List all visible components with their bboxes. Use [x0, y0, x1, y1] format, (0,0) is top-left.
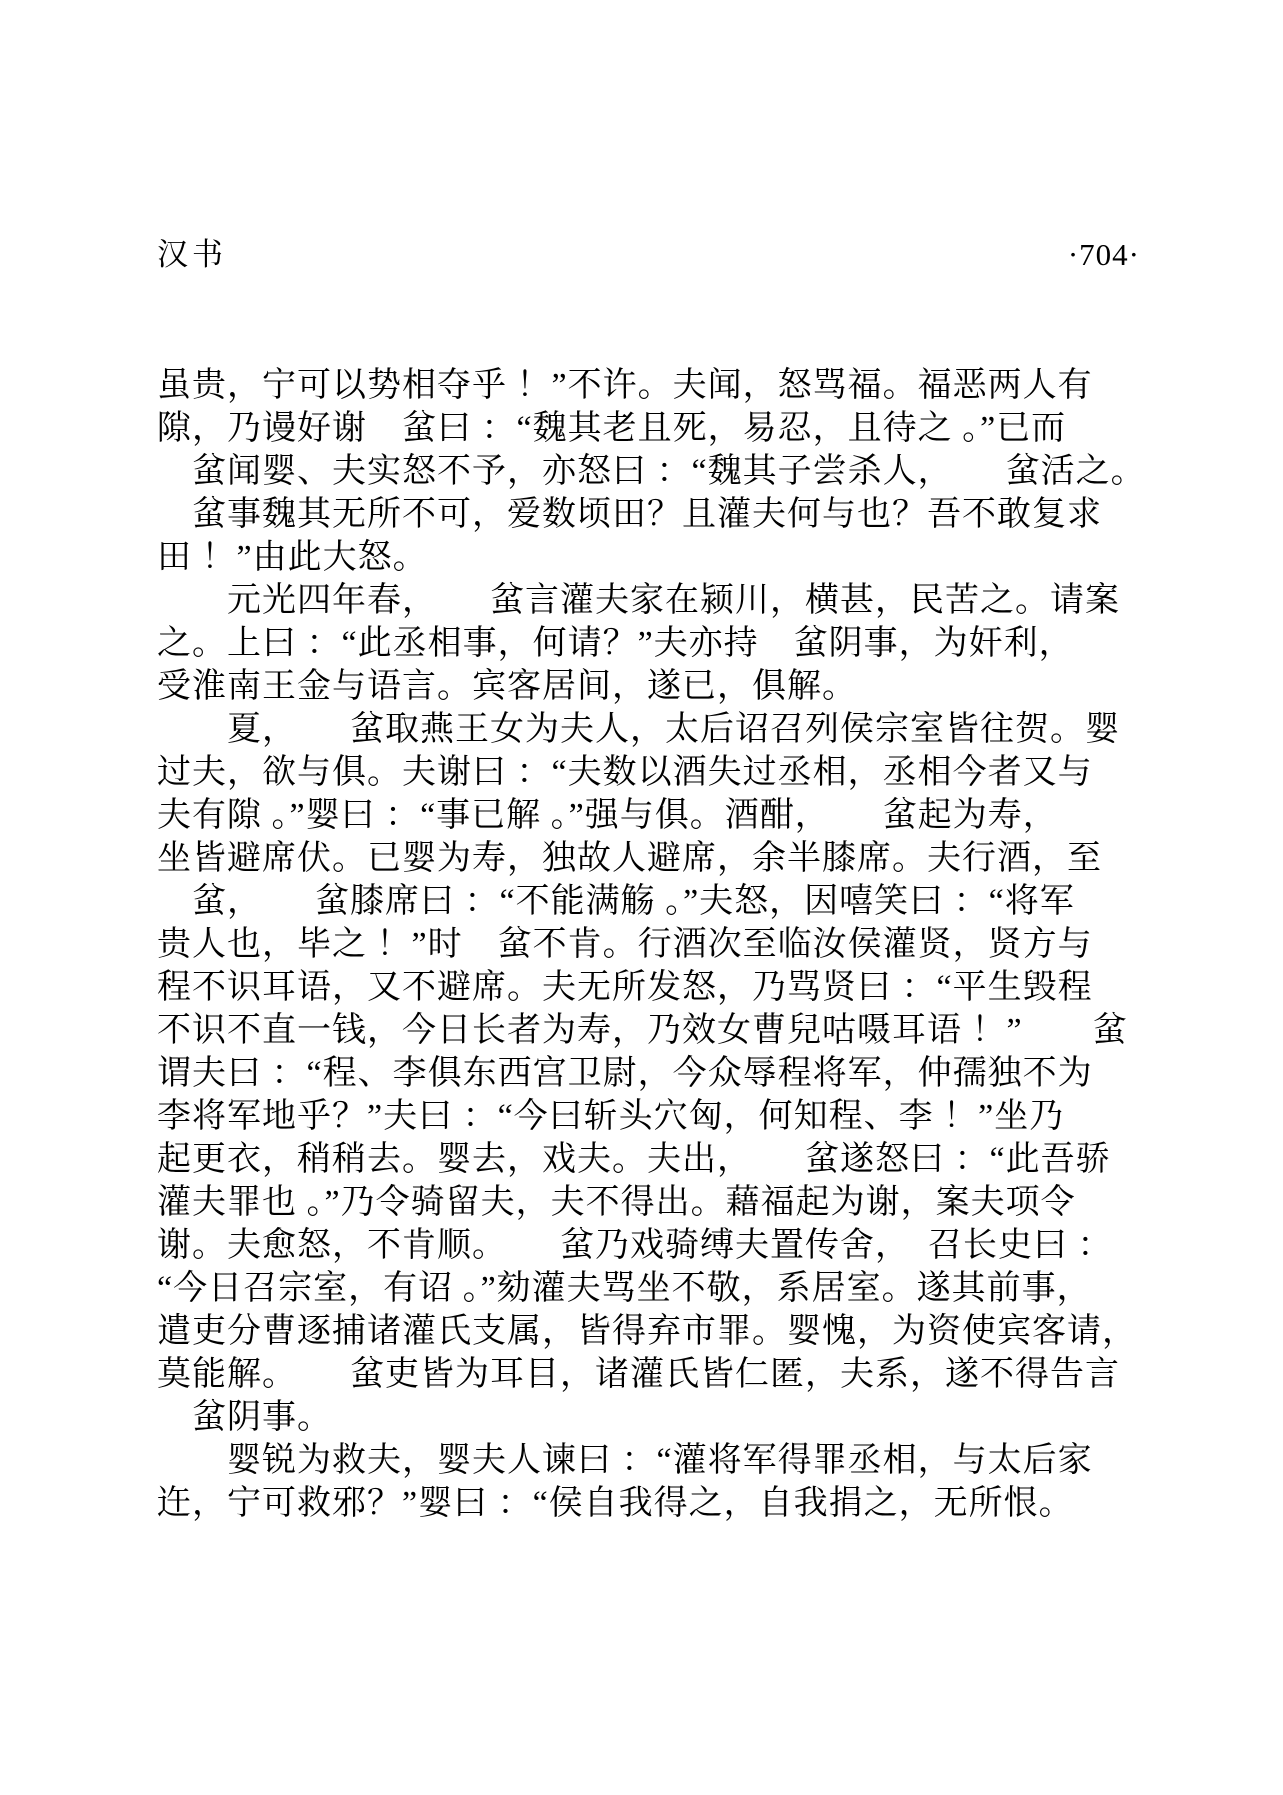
- text-line: 之。上曰 ：“此丞相事，何请？”夫亦持 蚠阴事，为奸利，: [157, 625, 1074, 663]
- text-line: 谓夫曰 ：“程、李俱东西宫卫尉，今众辱程将军，仲孺独不为: [157, 1055, 1093, 1093]
- text-line: “今日召宗室，有诏 。”劾灌夫骂坐不敬，系居室。遂其前事，: [157, 1270, 1092, 1308]
- text-line: 过夫，欲与俱。夫谢曰 ：“夫数以酒失过丞相，丞相今者又与: [157, 754, 1093, 792]
- text-line: 受淮南王金与语言。宾客居间，遂已，俱解。: [157, 668, 857, 706]
- text-line: 遣吏分曹逐捕诸灌氏支属，皆得弃市罪。婴愧，为资使宾客请，: [157, 1313, 1137, 1351]
- text-line: 灌夫罪也 。”乃令骑留夫，夫不得出。藉福起为谢，案夫项令: [157, 1184, 1076, 1222]
- page-number: ·704·: [1067, 237, 1140, 272]
- text-line: 谢。夫愈怒，不肯顺。 蚠乃戏骑缚夫置传舍， 召长史曰 ：: [157, 1227, 1113, 1265]
- text-line: 虽贵，宁可以势相夺乎 ！”不许。夫闻，怒骂福。福恶两人有: [157, 367, 1093, 405]
- book-title: 汉书: [157, 237, 227, 272]
- text-line: 夫有隙 。”婴曰 ：“事已解 。”强与俱。酒酣， 蚠起为寿，: [157, 797, 1058, 835]
- text-line: 婴锐为救夫，婴夫人谏曰 ：“灌将军得罪丞相，与太后家: [157, 1442, 1093, 1480]
- text-line: 蚠闻婴、夫实怒不予，亦怒曰 ：“魏其子尝杀人， 蚠活之。: [157, 453, 1146, 491]
- text-line: 贵人也，毕之 ！”时 蚠不肯。行酒次至临汝侯灌贤，贤方与: [157, 926, 1093, 964]
- text-line: 起更衣，稍稍去。婴去，戏夫。夫出， 蚠遂怒曰 ：“此吾骄: [157, 1141, 1111, 1179]
- text-line: 蚠事魏其无所不可，爱数顷田？且灌夫何与也？吾不敢复求: [157, 496, 1102, 534]
- text-line: 夏， 蚠取燕王女为夫人，太后诏召列侯宗室皆往贺。婴: [157, 711, 1120, 749]
- text-line: 程不识耳语，又不避席。夫无所发怒，乃骂贤曰 ：“平生毁程: [157, 969, 1093, 1007]
- text-line: 蚠阴事。: [157, 1399, 332, 1437]
- text-line: 莫能解。 蚠吏皆为耳目，诸灌氏皆仁匿，夫系，遂不得告言: [157, 1356, 1120, 1394]
- text-line: 隙，乃谩好谢 蚠曰 ：“魏其老且死，易忍，且待之 。”已而: [157, 410, 1067, 448]
- page-header: [157, 238, 1140, 272]
- text-line: 蚠， 蚠膝席曰 ：“不能满觞 。”夫怒，因嘻笑曰 ：“将军: [157, 883, 1075, 921]
- text-line: 坐皆避席伏。已婴为寿，独故人避席，余半膝席。夫行酒，至: [157, 840, 1102, 878]
- text-line: 李将军地乎？”夫曰 ：“今曰斩头穴匈，何知程、李 ！”坐乃: [157, 1098, 1065, 1136]
- text-line: 元光四年春， 蚠言灌夫家在颍川，横甚，民苦之。请案: [157, 582, 1120, 620]
- text-line: 田 ！”由此大怒。: [157, 539, 428, 577]
- text-line: 迕，宁可救邪？”婴曰 ：“侯自我得之，自我捐之，无所恨。: [157, 1485, 1074, 1523]
- text-body: [157, 364, 1146, 1525]
- text-line: 不识不直一钱，今日长者为寿，乃效女曹兒咕嗫耳语 ！” 蚠: [157, 1012, 1128, 1050]
